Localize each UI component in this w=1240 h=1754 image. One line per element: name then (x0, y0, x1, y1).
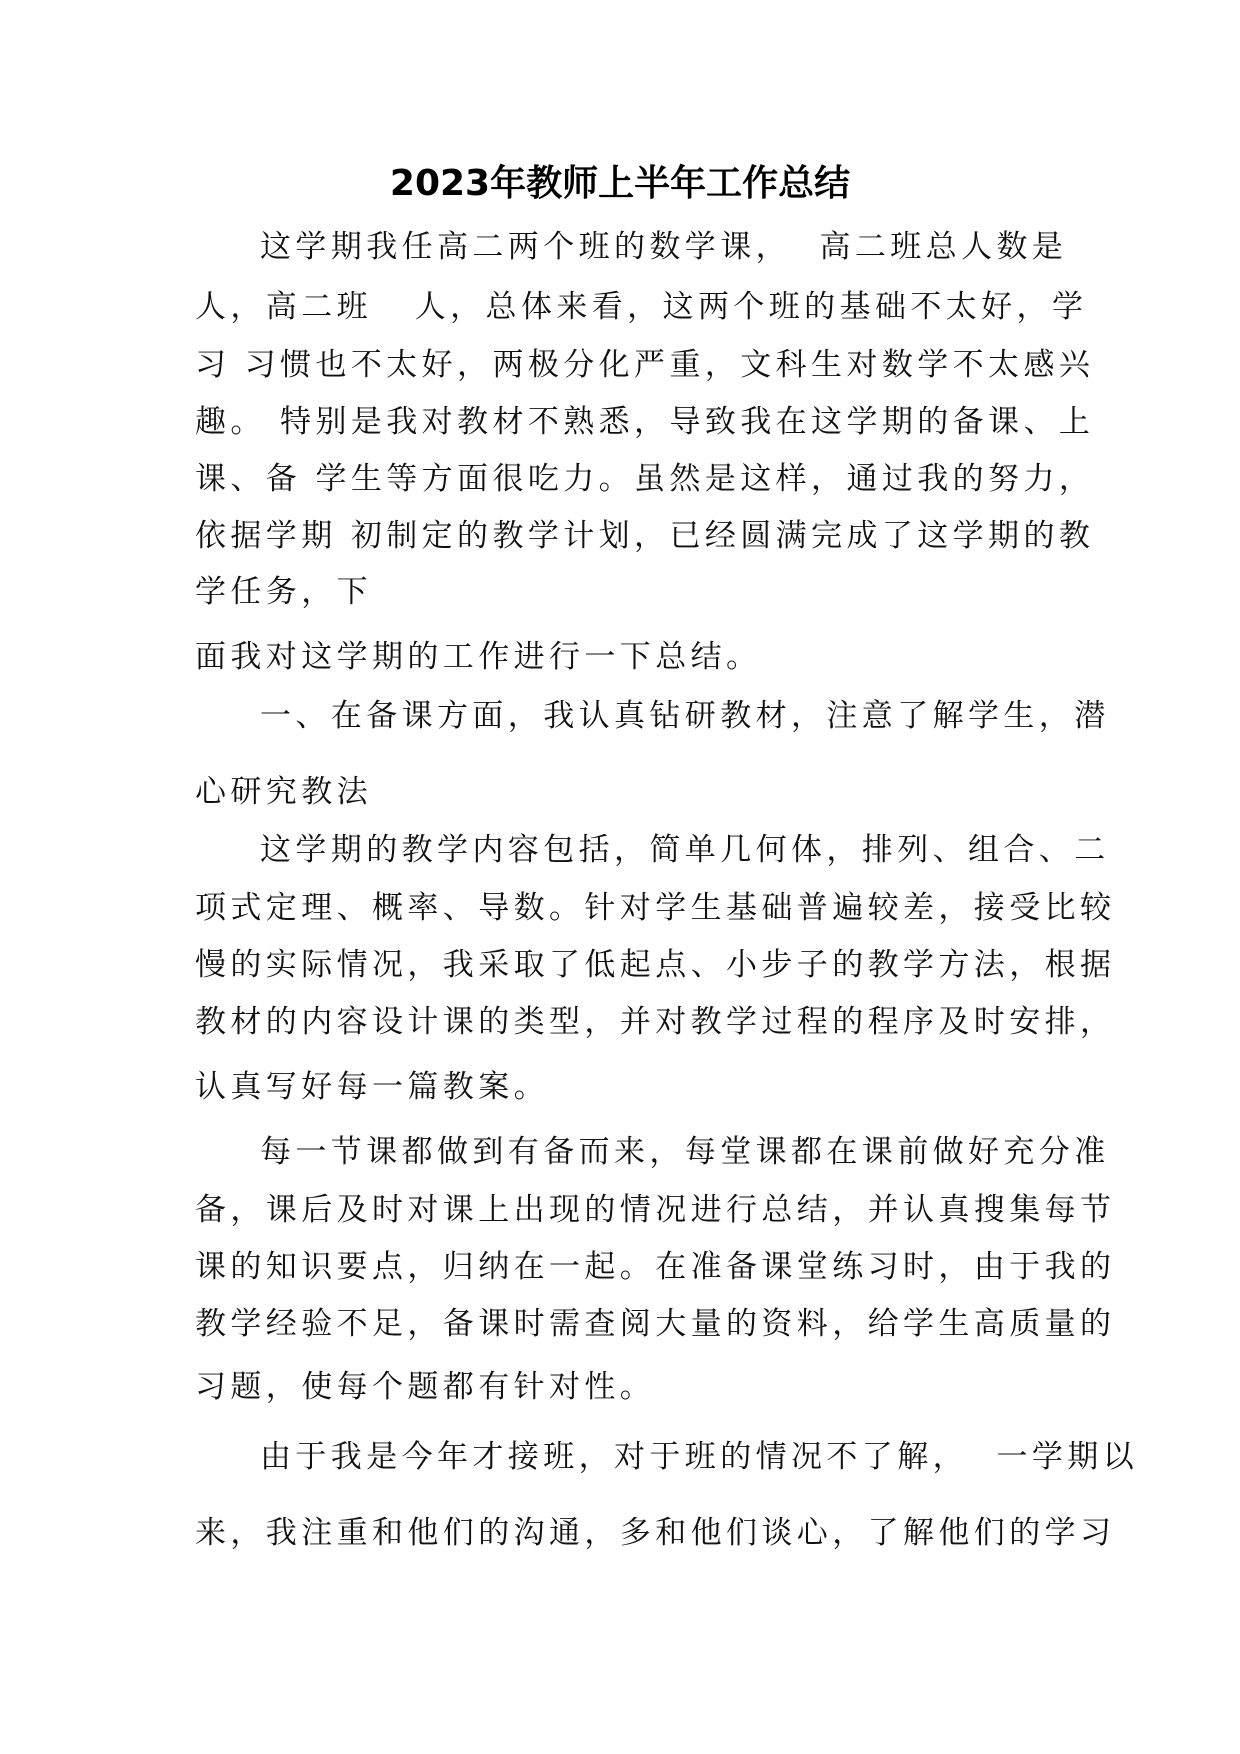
text-line: 人，高二班 人，总体来看，这两个班的基础不太好，学 (195, 289, 1088, 325)
text-line: 慢的实际情况，我采取了低起点、小步子的教学方法，根据 (195, 947, 1116, 983)
text-line: 这学期我任高二两个班的数学课， 高二班总人数是 (260, 229, 1068, 265)
text-line: 来，我注重和他们的沟通，多和他们谈心，了解他们的学习 (195, 1515, 1116, 1551)
text-line: 项式定理、概率、导数。针对学生基础普遍较差，接受比较 (195, 890, 1116, 926)
text-line: 一、在备课方面，我认真钻研教材，注意了解学生，潜 (260, 698, 1110, 734)
text-line: 学任务，下 (195, 574, 372, 610)
text-line: 课、备 学生等方面很吃力。虽然是这样，通过我的努力， (195, 461, 1095, 497)
text-line: 这学期的教学内容包括，简单几何体，排列、组合、二 (260, 832, 1110, 868)
text-line: 趣。 特别是我对教材不熟悉，导致我在这学期的备课、上 (195, 404, 1095, 440)
text-line: 心研究教法 (195, 774, 372, 810)
text-line: 面我对这学期的工作进行一下总结。 (195, 639, 762, 675)
text-line: 每一节课都做到有备而来，每堂课都在课前做好充分准 (260, 1134, 1110, 1170)
text-line: 习 习惯也不太好，两极分化严重，文科生对数学不太感兴 (195, 347, 1095, 383)
text-line: 课的知识要点，归纳在一起。在准备课堂练习时，由于我的 (195, 1249, 1116, 1285)
document-title: 2023年教师上半年工作总结 (389, 163, 851, 204)
text-line: 备，课后及时对课上出现的情况进行总结，并认真搜集每节 (195, 1192, 1116, 1228)
text-line: 教材的内容设计课的类型，并对教学过程的程序及时安排， (195, 1004, 1116, 1040)
text-line: 认真写好每一篇教案。 (195, 1069, 549, 1105)
text-line: 习题，使每个题都有针对性。 (195, 1369, 656, 1405)
text-line: 由于我是今年才接班，对于班的情况不了解， 一学期以 (260, 1439, 1139, 1475)
text-line: 依据学期 初制定的教学计划，已经圆满完成了这学期的教 (195, 518, 1095, 554)
text-line: 教学经验不足，备课时需查阅大量的资料，给学生高质量的 (195, 1306, 1116, 1342)
